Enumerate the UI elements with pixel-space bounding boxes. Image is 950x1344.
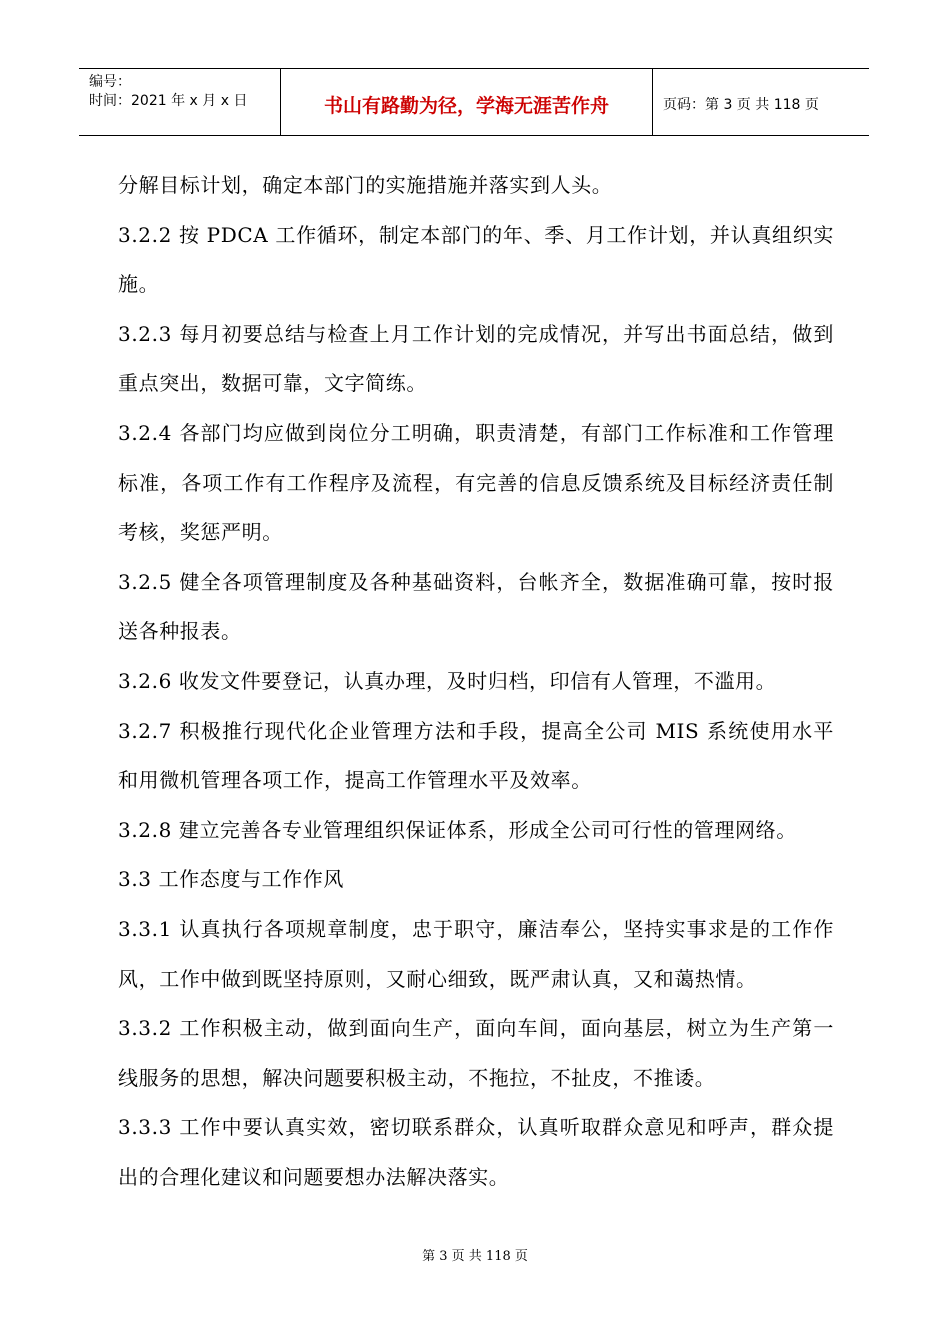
paragraph: 分解目标计划，确定本部门的实施措施并落实到人头。 [118,173,613,197]
section-heading: 3.3 工作态度与工作作风 [118,867,344,892]
header-page-number: 页码：第 3 页 共 118 页 [663,97,819,113]
header-slogan-cell [281,69,653,135]
footer-page-number: 第 3 页 共 118 页 [422,1249,528,1264]
paragraph: 3.2.3 每月初要总结与检查上月工作计划的完成情况，并写出书面总结，做到重点突出，数据可靠，文字简练。 [118,321,834,396]
paragraph: 3.3.1 认真执行各项规章制度，忠于职守，廉洁奉公，坚持实事求是的工作作风，工作中做到既坚持原则，又耐心细致，既严肃认真，又和蔼热情。 [118,916,834,991]
paragraph: 3.2.7 积极推行现代化企业管理方法和手段，提高全公司 MIS 系统使用水平和用微机管理各项工作，提高工作管理水平及效率。 [118,718,834,793]
paragraph: 3.3.2 工作积极主动，做到面向生产，面向车间，面向基层，树立为生产第一线服务的思想，解决问题要积极主动，不拖拉，不扯皮，不推诿。 [118,1016,834,1090]
document-number-label: 编号： [89,74,131,90]
header-meta-cell [79,69,281,135]
header-slogan: 书山有路勤为径，学海无涯苦作舟 [323,94,609,117]
page-footer [0,1245,950,1264]
paragraph: 3.2.8 建立完善各专业管理组织保证体系，形成全公司可行性的管理网络。 [118,817,797,842]
paragraph: 3.3.3 工作中要认真实效，密切联系群众，认真听取群众意见和呼声，群众提出的合理化建议和问题要想办法解决落实。 [118,1115,834,1189]
paragraph: 3.2.2 按 PDCA 工作循环，制定本部门的年、季、月工作计划，并认真组织实施。 [118,222,834,297]
paragraph: 3.2.4 各部门均应做到岗位分工明确，职责清楚，有部门工作标准和工作管理标准，各项工作有工作程序及流程，有完善的信息反馈系统及目标经济责任制考核，奖惩严明。 [118,420,834,545]
header-page-cell [653,69,869,135]
paragraph: 3.2.6 收发文件要登记，认真办理，及时归档，印信有人管理，不滥用。 [118,668,777,693]
document-date-label: 时间：2021 年 x 月 x 日 [89,93,248,109]
page-header [79,68,869,136]
paragraph: 3.2.5 健全各项管理制度及各种基础资料，台帐齐全，数据准确可靠，按时报送各种报表。 [118,569,834,644]
document-body [118,161,834,1202]
